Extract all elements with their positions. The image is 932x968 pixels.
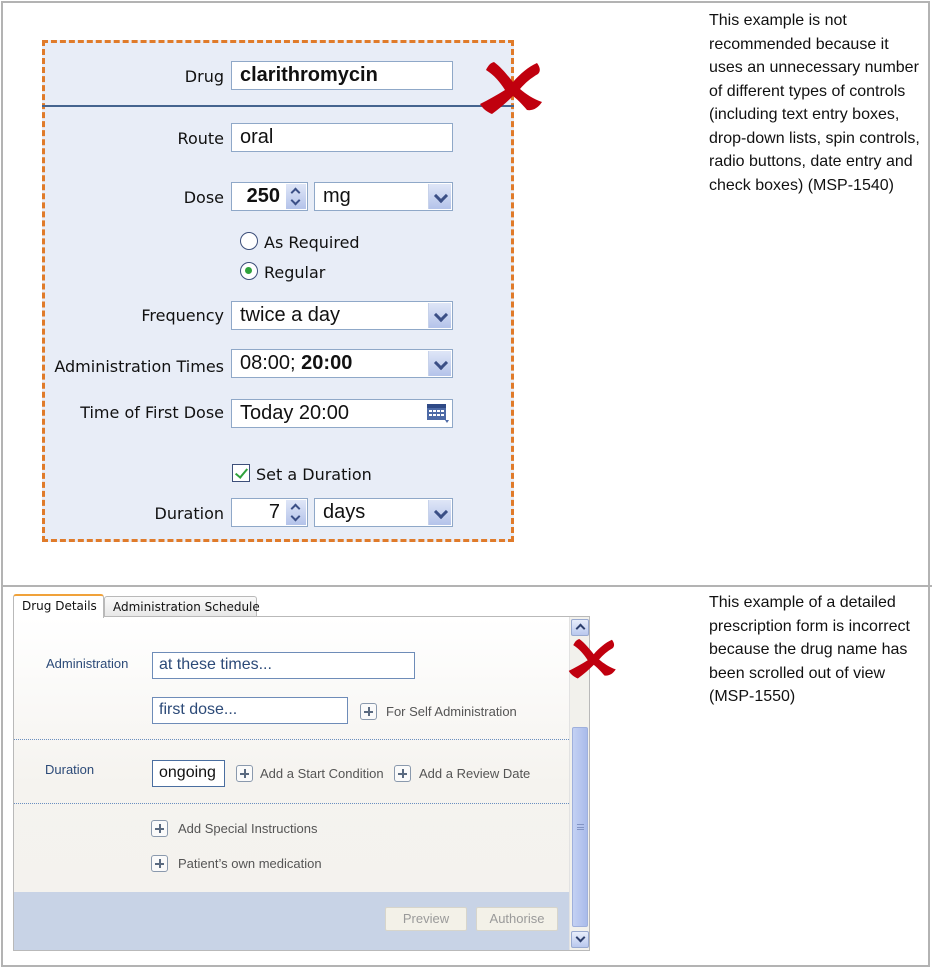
dose-spin-arrows-icon[interactable] — [286, 184, 306, 209]
duration-label: Duration — [45, 762, 95, 777]
dose-spin-input[interactable] — [231, 182, 308, 211]
radio-regular[interactable] — [240, 262, 258, 280]
chevron-down-icon[interactable] — [428, 500, 451, 525]
radio-regular-label: Regular — [264, 263, 326, 282]
start-condition-link[interactable]: Add a Start Condition — [260, 766, 384, 781]
duration-label: Duration — [154, 504, 224, 523]
authorise-button[interactable]: Authorise — [476, 907, 558, 931]
duration-input[interactable]: ongoing — [152, 760, 225, 787]
special-instructions-link[interactable]: Add Special Instructions — [178, 821, 318, 836]
example2-note: This example of a detailed prescription form is incorrect because the drug name has been scrolled out of view (MSP-1550) — [709, 594, 910, 705]
plus-icon[interactable] — [236, 765, 253, 782]
scroll-down-arrow-icon[interactable] — [571, 931, 589, 948]
chevron-down-icon[interactable] — [428, 184, 451, 209]
plus-icon[interactable] — [151, 820, 168, 837]
duration-value: 7 — [268, 501, 280, 523]
row-divider — [3, 585, 932, 587]
drug-label: Drug — [184, 67, 224, 86]
duration-unit-value: days — [323, 501, 366, 523]
chevron-down-icon[interactable] — [428, 351, 451, 376]
patients-own-medication-link[interactable]: Patient’s own medication — [178, 856, 322, 871]
example1-form-panel — [42, 40, 514, 542]
admin-times-label: Administration Times — [54, 357, 224, 376]
frequency-value: twice a day — [240, 304, 341, 326]
radio-as-required-label: As Required — [264, 233, 360, 252]
route-input[interactable]: oral — [231, 123, 453, 152]
tab-drug-details[interactable]: Drug Details — [13, 594, 104, 618]
red-cross-icon — [568, 636, 618, 680]
route-label: Route — [177, 129, 224, 148]
plus-icon[interactable] — [360, 703, 377, 720]
drug-input[interactable]: clarithromycin — [231, 61, 453, 90]
dose-value: 250 — [246, 185, 280, 207]
administration-label: Administration — [46, 656, 129, 671]
section-divider — [14, 803, 569, 804]
scroll-up-arrow-icon[interactable] — [571, 619, 589, 636]
first-dose-date-input[interactable] — [231, 399, 453, 428]
drug-separator — [42, 105, 514, 107]
radio-as-required[interactable] — [240, 232, 258, 250]
section-divider — [14, 739, 569, 740]
duration-spin-input[interactable] — [231, 498, 308, 527]
preview-button[interactable]: Preview — [385, 907, 467, 931]
grip-icon — [577, 824, 584, 830]
dose-label: Dose — [183, 188, 224, 207]
admin-times-value-bold: 20:00 — [301, 352, 353, 374]
frequency-label: Frequency — [141, 306, 224, 325]
review-date-link[interactable]: Add a Review Date — [419, 766, 531, 781]
calendar-icon[interactable] — [427, 404, 449, 423]
plus-icon[interactable] — [151, 855, 168, 872]
frequency-dropdown[interactable] — [231, 301, 453, 330]
duration-unit-dropdown[interactable] — [314, 498, 453, 527]
admin-times-input[interactable]: at these times... — [152, 652, 415, 679]
duration-spin-arrows-icon[interactable] — [286, 500, 306, 525]
form-footer — [14, 892, 570, 951]
first-dose-label: Time of First Dose — [80, 403, 224, 422]
admin-times-dropdown[interactable] — [231, 349, 453, 378]
tab-administration-schedule[interactable]: Administration Schedule — [104, 596, 257, 618]
self-admin-link[interactable]: For Self Administration — [386, 704, 517, 719]
first-dose-input[interactable]: first dose... — [152, 697, 348, 724]
scrollbar-thumb[interactable] — [572, 727, 588, 927]
first-dose-value: Today 20:00 — [240, 402, 349, 424]
set-duration-checkbox[interactable] — [232, 464, 250, 482]
example2-form-panel — [13, 616, 590, 951]
set-duration-label: Set a Duration — [256, 465, 372, 484]
dose-unit-value: mg — [323, 185, 351, 207]
example1-note: This example is not recommended because it uses an unnecessary number of different types of controls (including text entry boxes, drop-down lists, spin controls, radio buttons, date entry and check boxes) (MSP-1540) — [709, 12, 920, 194]
chevron-down-icon[interactable] — [428, 303, 451, 328]
plus-icon[interactable] — [394, 765, 411, 782]
admin-times-value: 08:00; — [240, 352, 302, 374]
red-cross-icon — [480, 58, 544, 116]
dose-unit-dropdown[interactable] — [314, 182, 453, 211]
